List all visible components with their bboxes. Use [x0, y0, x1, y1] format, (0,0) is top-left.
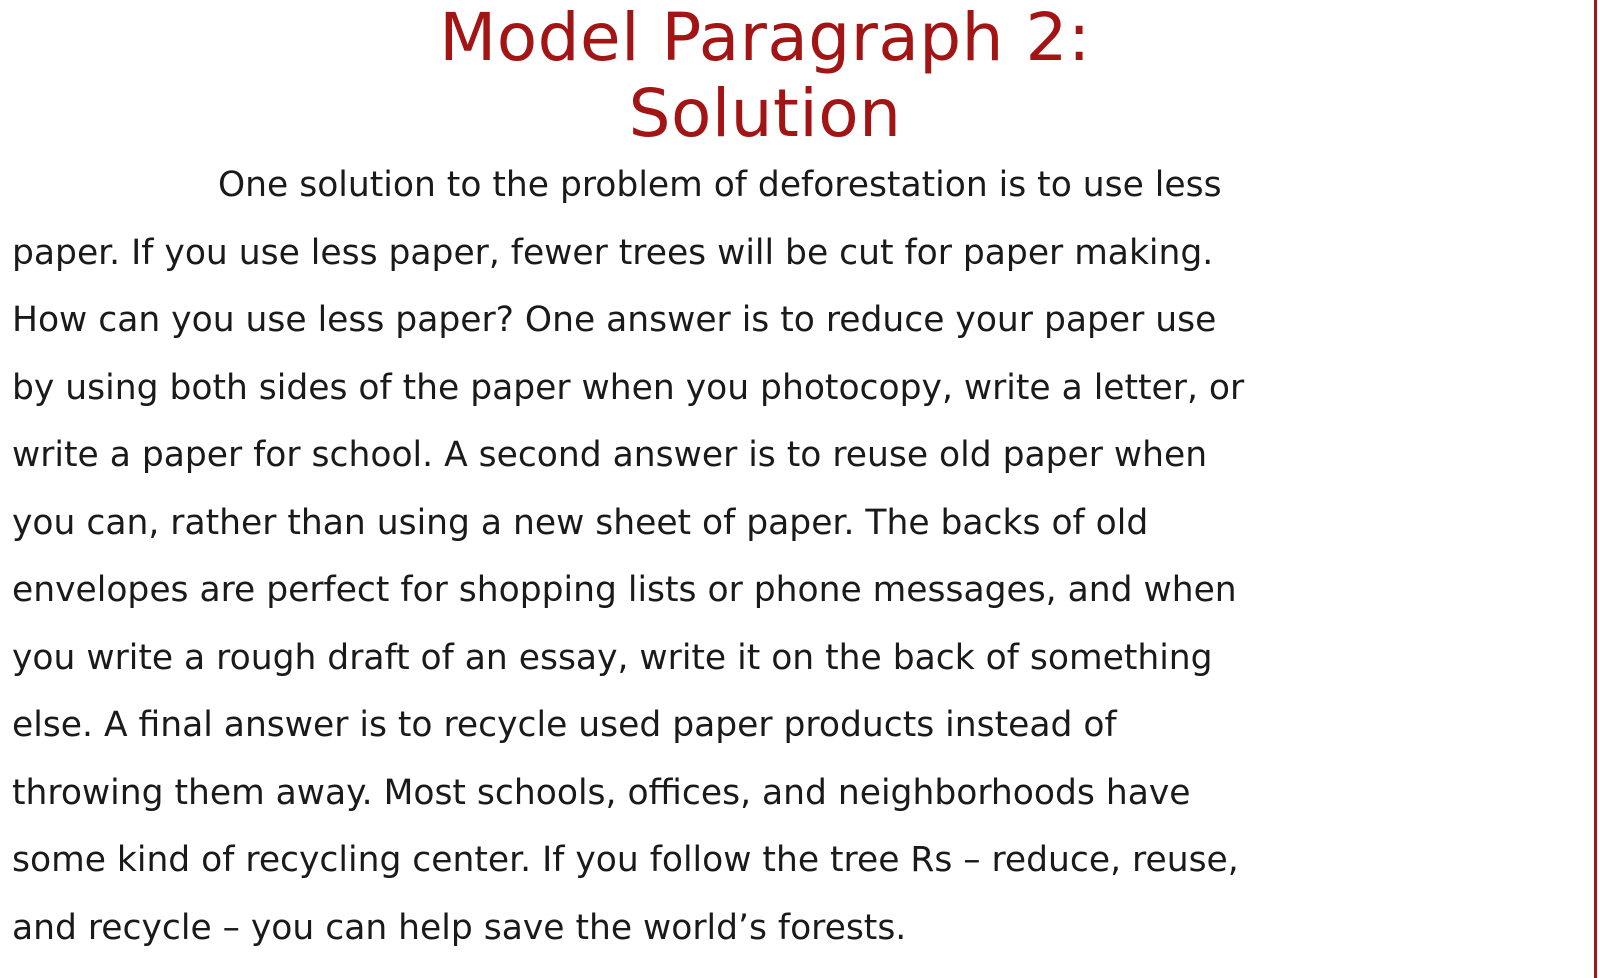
- paragraph-line: paper. If you use less paper, fewer trees will be cut for paper making.: [12, 232, 1214, 273]
- paragraph-line: How can you use less paper? One answer is to reduce your paper use: [12, 300, 1217, 340]
- paragraph-line: envelopes are perfect for shopping lists or phone messages, and when: [12, 570, 1237, 610]
- title-line-1: Model Paragraph 2:: [439, 0, 1091, 76]
- paragraph-line: One solution to the problem of deforestation is to use less: [218, 165, 1222, 205]
- paragraph-line: else. A final answer is to recycle used paper products instead of: [12, 705, 1117, 745]
- paragraph-line: and recycle – you can help save the world’s forests.: [12, 907, 907, 948]
- paragraph-line: you write a rough draft of an essay, write it on the back of something: [12, 637, 1213, 678]
- page-border-rule: [1594, 0, 1597, 978]
- paragraph-line: write a paper for school. A second answer is to reuse old paper when: [12, 435, 1208, 475]
- paragraph-line: throwing them away. Most schools, offices, and neighborhoods have: [12, 772, 1191, 813]
- paragraph-line: some kind of recycling center. If you follow the tree Rs – reduce, reuse,: [12, 840, 1239, 880]
- page-title: [0, 0, 1530, 152]
- paragraph-line: you can, rather than using a new sheet of paper. The backs of old: [12, 502, 1149, 543]
- model-paragraph: [12, 152, 1592, 962]
- title-line-2: Solution: [628, 75, 902, 152]
- paragraph-line: by using both sides of the paper when you photocopy, write a letter, or: [12, 367, 1245, 408]
